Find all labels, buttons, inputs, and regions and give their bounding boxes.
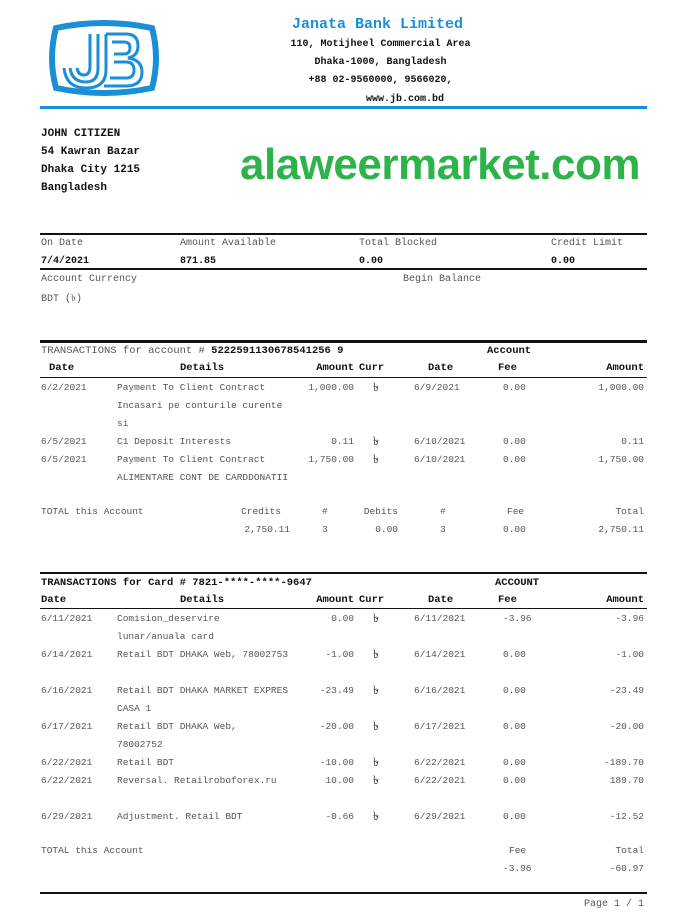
- total-label: TOTAL this Account: [41, 506, 144, 517]
- account-amount: -23.49: [609, 685, 644, 696]
- currency-taka-icon: ৳: [373, 612, 379, 626]
- details: si: [117, 418, 129, 429]
- date: 6/5/2021: [41, 454, 87, 465]
- card-group-label: ACCOUNT: [495, 577, 540, 589]
- credits: 2,750.11: [244, 524, 290, 535]
- post-date: 6/29/2021: [414, 811, 466, 822]
- col-fee: Fee: [498, 594, 517, 606]
- fee: 0.00: [503, 721, 526, 732]
- col-account-amount: Amount: [606, 594, 644, 606]
- details: Payment To Client Contract: [117, 454, 266, 465]
- customer-address: Bangladesh: [41, 182, 108, 194]
- details: Retail BDT DHAKA MARKET EXPRES: [117, 685, 289, 696]
- transaction-row: [0, 811, 685, 829]
- bank-address-line: Dhaka-1000, Bangladesh: [314, 57, 447, 68]
- fee: 0.00: [503, 649, 526, 660]
- bank-address-line: 110, Motijheel Commercial Area: [290, 39, 471, 50]
- transaction-row-continuation: [0, 631, 685, 649]
- account-amount: 1,000.00: [598, 382, 644, 393]
- debits-count-label: #: [440, 506, 446, 517]
- details: 78002752: [117, 739, 163, 750]
- col-amount: Amount: [316, 362, 354, 374]
- header-divider: [40, 106, 647, 109]
- details: Payment To Client Contract: [117, 382, 266, 393]
- col-account-amount: Amount: [606, 362, 644, 374]
- currency-taka-icon: ৳: [373, 756, 379, 770]
- post-date: 6/14/2021: [414, 649, 466, 660]
- divider: [40, 233, 647, 235]
- transaction-row-continuation: [0, 793, 685, 811]
- details: Incasari pe conturile curente: [117, 400, 283, 411]
- debits-count: 3: [440, 524, 446, 535]
- details: Retail BDT: [117, 757, 175, 768]
- fee: 0.00: [503, 811, 526, 822]
- currency-taka-icon: ৳: [373, 810, 379, 824]
- divider: [40, 608, 647, 609]
- transaction-row: [0, 721, 685, 739]
- bank-website: www.jb.com.bd: [365, 94, 444, 105]
- begin-balance-label: Begin Balance: [403, 274, 482, 285]
- total: -60.97: [609, 863, 644, 874]
- title-prefix: TRANSACTIONS for account #: [41, 345, 212, 357]
- fee-label: Fee: [507, 506, 525, 517]
- page-number: Page 1 / 1: [583, 899, 644, 910]
- debits-label: Debits: [363, 506, 398, 517]
- transaction-row: [0, 454, 685, 472]
- fee-label: Fee: [509, 845, 527, 856]
- account-totals-labels: [0, 506, 685, 524]
- card-totals-values: [0, 863, 685, 881]
- total: 2,750.11: [598, 524, 644, 535]
- account-amount: 189.70: [609, 775, 644, 786]
- credits-label: Credits: [241, 506, 281, 517]
- col-post-date: Date: [428, 594, 454, 606]
- currency-taka-icon: ৳: [373, 774, 379, 788]
- col-details: Details: [180, 594, 225, 606]
- customer-address: 54 Kawran Bazar: [41, 146, 141, 158]
- post-date: 6/10/2021: [414, 454, 466, 465]
- transaction-row: [0, 775, 685, 793]
- amount: 1,000.00: [308, 382, 354, 393]
- account-amount: 1,750.00: [598, 454, 644, 465]
- post-date: 6/11/2021: [414, 613, 466, 624]
- col-details: Details: [180, 362, 225, 374]
- fee: 0.00: [503, 454, 526, 465]
- post-date: 6/17/2021: [414, 721, 466, 732]
- col-amount: Amount: [316, 594, 354, 606]
- currency-taka-icon: ৳: [373, 453, 379, 467]
- total-header: Total: [615, 506, 644, 517]
- fee: 0.00: [503, 436, 526, 447]
- fee: -3.96: [503, 613, 532, 624]
- amount: -20.00: [319, 721, 354, 732]
- total-blocked: 0.00: [359, 256, 384, 267]
- total-header: Total: [615, 845, 644, 856]
- post-date: 6/9/2021: [414, 382, 460, 393]
- details: Retail BDT DHAKA Web,: [117, 721, 237, 732]
- column-headers: [0, 594, 685, 612]
- divider: [40, 268, 647, 270]
- transaction-row-continuation: [0, 739, 685, 757]
- currency-taka-icon: ৳: [373, 720, 379, 734]
- card-section-title: TRANSACTIONS for Card # 7821-****-****-9647: [41, 577, 312, 589]
- account-amount: -189.70: [604, 757, 644, 768]
- section-divider: [40, 340, 647, 343]
- card-totals-labels: [0, 845, 685, 863]
- bank-name: Janata Bank Limited: [291, 16, 464, 33]
- amount: -1.00: [325, 649, 354, 660]
- col-post-date: Date: [428, 362, 454, 374]
- on-date-label: On Date: [41, 238, 84, 249]
- fee: 0.00: [503, 775, 526, 786]
- date: 6/22/2021: [41, 775, 93, 786]
- transaction-row: [0, 685, 685, 703]
- transaction-row-continuation: [0, 400, 685, 418]
- account-currency: BDT (৳): [41, 294, 82, 305]
- details: Adjustment. Retail BDT: [117, 811, 243, 822]
- col-date: Date: [41, 594, 67, 606]
- amount: -10.00: [319, 757, 354, 768]
- credit-limit-label: Credit Limit: [551, 238, 624, 249]
- details: C1 Deposit Interests: [117, 436, 232, 447]
- col-curr: Curr: [359, 362, 385, 374]
- transaction-row-continuation: [0, 472, 685, 490]
- footer-divider: [40, 892, 647, 894]
- amount: -0.66: [325, 811, 354, 822]
- transaction-row-continuation: [0, 418, 685, 436]
- details: Reversal. Retailroboforex.ru: [117, 775, 277, 786]
- fee-total: 0.00: [503, 524, 526, 535]
- details: Retail BDT DHAKA Web, 78002753: [117, 649, 289, 660]
- post-date: 6/22/2021: [414, 757, 466, 768]
- fee-total: -3.96: [503, 863, 532, 874]
- customer-name: JOHN CITIZEN: [41, 128, 121, 140]
- customer-address: Dhaka City 1215: [41, 164, 141, 176]
- transaction-row: [0, 382, 685, 400]
- amount: 1,750.00: [308, 454, 354, 465]
- col-fee: Fee: [498, 362, 517, 374]
- transaction-row-continuation: [0, 703, 685, 721]
- total-blocked-label: Total Blocked: [359, 238, 438, 249]
- credits-count: 3: [322, 524, 328, 535]
- account-amount: -1.00: [615, 649, 644, 660]
- account-amount: -12.52: [609, 811, 644, 822]
- bank-phone: +88 02-9560000, 9566020,: [308, 75, 453, 86]
- date: 6/2/2021: [41, 382, 87, 393]
- amount: 10.00: [325, 775, 354, 786]
- section-divider: [40, 572, 647, 574]
- debits: 0.00: [375, 524, 398, 535]
- account-currency-label: Account Currency: [41, 274, 138, 285]
- account-number: 5222591130678541256 9: [211, 345, 344, 357]
- account-amount: -20.00: [609, 721, 644, 732]
- amount-available: 871.85: [180, 256, 217, 267]
- col-curr: Curr: [359, 594, 385, 606]
- total-label: TOTAL this Account: [41, 845, 144, 856]
- post-date: 6/22/2021: [414, 775, 466, 786]
- transaction-row: [0, 649, 685, 667]
- account-section-title: [41, 345, 343, 357]
- date: 6/17/2021: [41, 721, 93, 732]
- currency-taka-icon: ৳: [373, 381, 379, 395]
- details: ALIMENTARE CONT DE CARDDONATII: [117, 472, 289, 483]
- date: 6/29/2021: [41, 811, 93, 822]
- account-amount: 0.11: [621, 436, 644, 447]
- account-group-label: Account: [487, 345, 532, 357]
- details: Comision_deservire: [117, 613, 220, 624]
- transaction-row: [0, 613, 685, 631]
- currency-taka-icon: ৳: [373, 648, 379, 662]
- date: 6/22/2021: [41, 757, 93, 768]
- date: 6/16/2021: [41, 685, 93, 696]
- amount: 0.11: [331, 436, 354, 447]
- transaction-row: [0, 436, 685, 454]
- watermark: alaweermarket.com: [240, 140, 640, 189]
- date: 6/14/2021: [41, 649, 93, 660]
- details: CASA 1: [117, 703, 152, 714]
- credits-count-label: #: [322, 506, 328, 517]
- fee: 0.00: [503, 685, 526, 696]
- fee: 0.00: [503, 757, 526, 768]
- divider: [40, 377, 647, 378]
- amount: -23.49: [319, 685, 354, 696]
- post-date: 6/10/2021: [414, 436, 466, 447]
- credit-limit: 0.00: [551, 256, 576, 267]
- date: 6/5/2021: [41, 436, 87, 447]
- currency-taka-icon: ৳: [373, 684, 379, 698]
- date: 6/11/2021: [41, 613, 93, 624]
- details: lunar/anuala card: [117, 631, 214, 642]
- currency-taka-icon: ৳: [373, 435, 379, 449]
- transaction-row: [0, 757, 685, 775]
- account-totals-values: [0, 524, 685, 542]
- on-date: 7/4/2021: [41, 256, 90, 267]
- account-amount: -3.96: [615, 613, 644, 624]
- post-date: 6/16/2021: [414, 685, 466, 696]
- amount: 0.00: [331, 613, 354, 624]
- col-date: Date: [49, 362, 75, 374]
- transaction-row-continuation: [0, 667, 685, 685]
- amount-available-label: Amount Available: [180, 238, 277, 249]
- fee: 0.00: [503, 382, 526, 393]
